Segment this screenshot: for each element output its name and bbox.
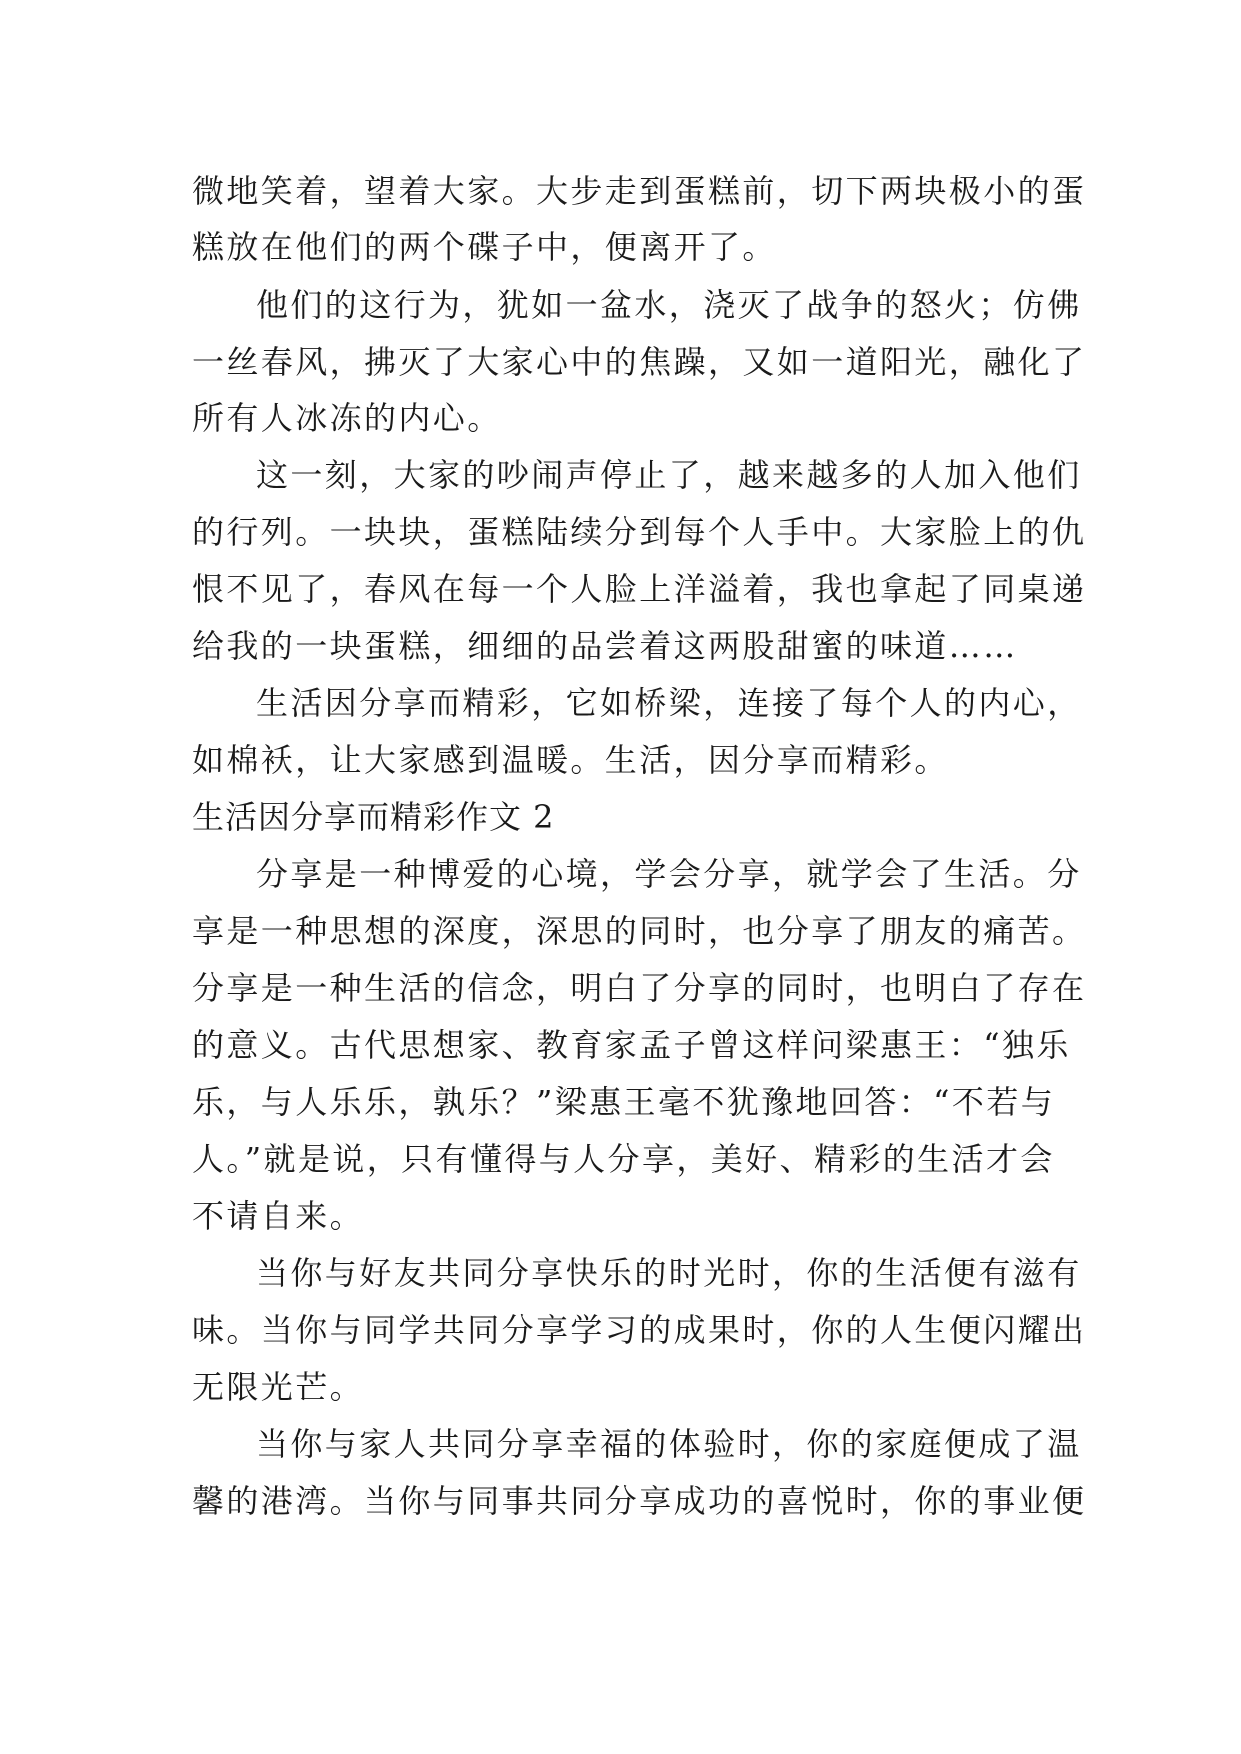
- text-line: 分享是一种博爱的心境，学会分享，就学会了生活。分: [256, 855, 1082, 893]
- text-line: 人。”就是说，只有懂得与人分享，美好、精彩的生活才会: [192, 1140, 1055, 1178]
- text-line: 味。当你与同学共同分享学习的成果时，你的人生便闪耀出: [192, 1311, 1087, 1349]
- text-line: 恨不见了，春风在每一个人脸上洋溢着，我也拿起了同桌递: [192, 570, 1087, 608]
- text-line: 所有人冰冻的内心。: [192, 399, 502, 437]
- text-line: 乐，与人乐乐，孰乐？”梁惠王毫不犹豫地回答：“不若与: [192, 1083, 1056, 1121]
- text-line: 糕放在他们的两个碟子中，便离开了。: [192, 228, 777, 266]
- text-line: 给我的一块蛋糕，细细的品尝着这两股甜蜜的味道……: [192, 627, 1018, 665]
- text-line: 微地笑着，望着大家。大步走到蛋糕前，切下两块极小的蛋: [192, 172, 1087, 210]
- text-line: 生活因分享而精彩，它如桥梁，连接了每个人的内心，: [256, 684, 1082, 722]
- text-line: 无限光芒。: [192, 1368, 365, 1406]
- text-line: 他们的这行为，犹如一盆水，浇灭了战争的怒火；仿佛: [256, 286, 1082, 324]
- text-line: 当你与家人共同分享幸福的体验时，你的家庭便成了温: [256, 1425, 1082, 1463]
- text-line: 的意义。古代思想家、教育家孟子曾这样问梁惠王：“独乐: [192, 1026, 1071, 1064]
- text-line: 享是一种思想的深度，深思的同时，也分享了朋友的痛苦。: [192, 912, 1087, 950]
- text-line: 馨的港湾。当你与同事共同分享成功的喜悦时，你的事业便: [192, 1482, 1087, 1520]
- text-line: 分享是一种生活的信念，明白了分享的同时，也明白了存在: [192, 969, 1087, 1007]
- section-heading: 生活因分享而精彩作文 2: [192, 798, 555, 836]
- text-line: 不请自来。: [192, 1197, 365, 1235]
- text-line: 的行列。一块块，蛋糕陆续分到每个人手中。大家脸上的仇: [192, 513, 1087, 551]
- text-line: 当你与好友共同分享快乐的时光时，你的生活便有滋有: [256, 1254, 1082, 1292]
- text-line: 这一刻，大家的吵闹声停止了，越来越多的人加入他们: [256, 456, 1082, 494]
- text-line: 如棉袄，让大家感到温暖。生活，因分享而精彩。: [192, 741, 949, 779]
- text-line: 一丝春风，拂灭了大家心中的焦躁，又如一道阳光，融化了: [192, 343, 1087, 381]
